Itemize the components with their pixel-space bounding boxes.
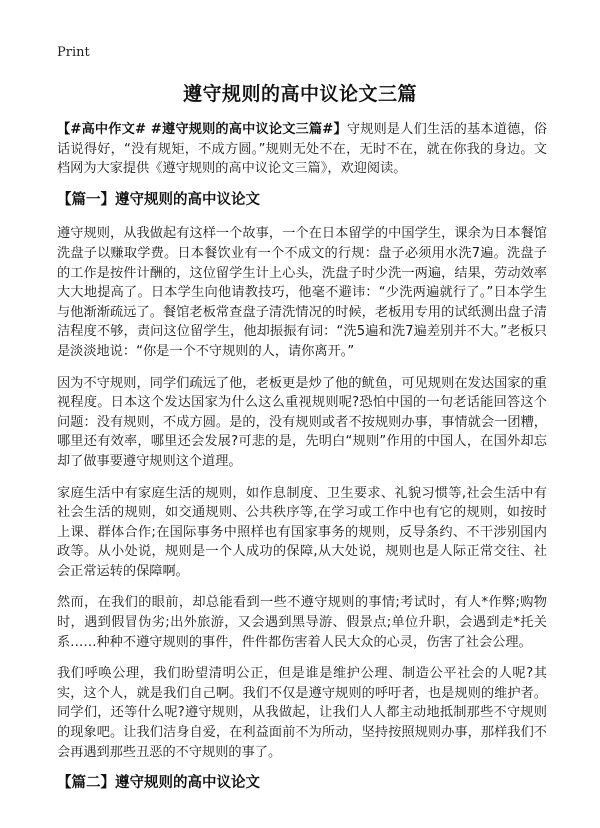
document-title: 遵守规则的高中议论文三篇 — [182, 83, 417, 105]
intro-text: 守规则是人们生活的基本道德，俗话说得好，“没有规矩，不成方圆。”规则无处不在，无时不在，就在你我的身边。文档网为大家提供《遵守规则的高中议论文三篇》，欢迎阅读。 — [57, 122, 547, 177]
body-paragraph: 家庭生活中有家庭生活的规则，如作息制度、卫生要求、礼貌习惯等,社会生活中有社会生活的规则，如交通规则、公共秩序等,在学习或工作中也有它的规则，如按时上课、群体合作;在国际事务中照样也有国家事务的规则，反导条约、不干涉别国内政等。从小处说，规则是一个人成功的保障,从大处说，规则也是人际正常交往、社会正常运转的保障啊。 — [57, 485, 547, 579]
article-body — [57, 120, 547, 808]
body-paragraph: 然而，在我们的眼前，却总能看到一些不遵守规则的事情;考试时，有人*作弊;购物时，遇到假冒伪劣;出外旅游，又会遇到黑导游、假景点;单位升职，会遇到走*托关系……种种不遵守规则的事件，件件都伤害着人民大众的心灵，伤害了社会公理。 — [57, 595, 547, 650]
body-paragraph: 我们呼唤公理，我们盼望清明公正，但是谁是维护公理、制造公平社会的人呢?其实，这个人，就是我们自己啊。我们不仅是遵守规则的呼吁者，也是规则的维护者。同学们，还等什么呢?遵守规则，从我做起，让我们人人都主动地抵制那些不守规则的现象吧。让我们洁身自爱，在利益面前不为所动，坚持按照规则办事，那样我们不会再遇到那些丑恶的不守规则的事了。 — [57, 666, 547, 760]
print-link[interactable]: Print — [57, 45, 90, 60]
intro-paragraph — [57, 120, 547, 179]
section-heading-2: 【篇二】遵守规则的高中议论文 — [57, 775, 260, 792]
body-paragraph: 因为不守规则，同学们疏远了他，老板更是炒了他的鱿鱼，可见规则在发达国家的重视程度。日本这个发达国家为什么这么重视规则呢?恐怕中国的一句老话能回答这个问题：没有规则，不成方圆。是的，没有规则或者不按规则办事，事情就会一团糟，哪里还有效率，哪里还会发展?可悲的是，先明白“规则”作用的中国人，在国外却忘却了做事要遵守规则这个道理。 — [57, 375, 547, 469]
body-paragraph: 遵守规则，从我做起有这样一个故事，一个在日本留学的中国学生，课余为日本餐馆洗盘子以赚取学费。日本餐饮业有一个不成文的行规：盘子必须用水洗7遍。洗盘子的工作是按件计酬的，这位留学生计上心头，洗盘子时少洗一两遍，结果，劳动效率大大地提高了。日本学生向他请教技巧，他毫不避讳：“少洗两遍就行了。”日本学生与他渐渐疏远了。餐馆老板常查盘子清洗情况的时候，老板用专用的试纸测出盘子清洁程度不够，责问这位留学生，他却振振有词：“洗5遍和洗7遍差别并不大。”老板只是淡淡地说：“你是一个不守规则的人，请你离开。” — [57, 226, 547, 359]
intro-tag: 【#高中作文# #遵守规则的高中议论文三篇#】 — [57, 122, 347, 137]
section-heading-1: 【篇一】遵守规则的高中议论文 — [57, 191, 260, 208]
